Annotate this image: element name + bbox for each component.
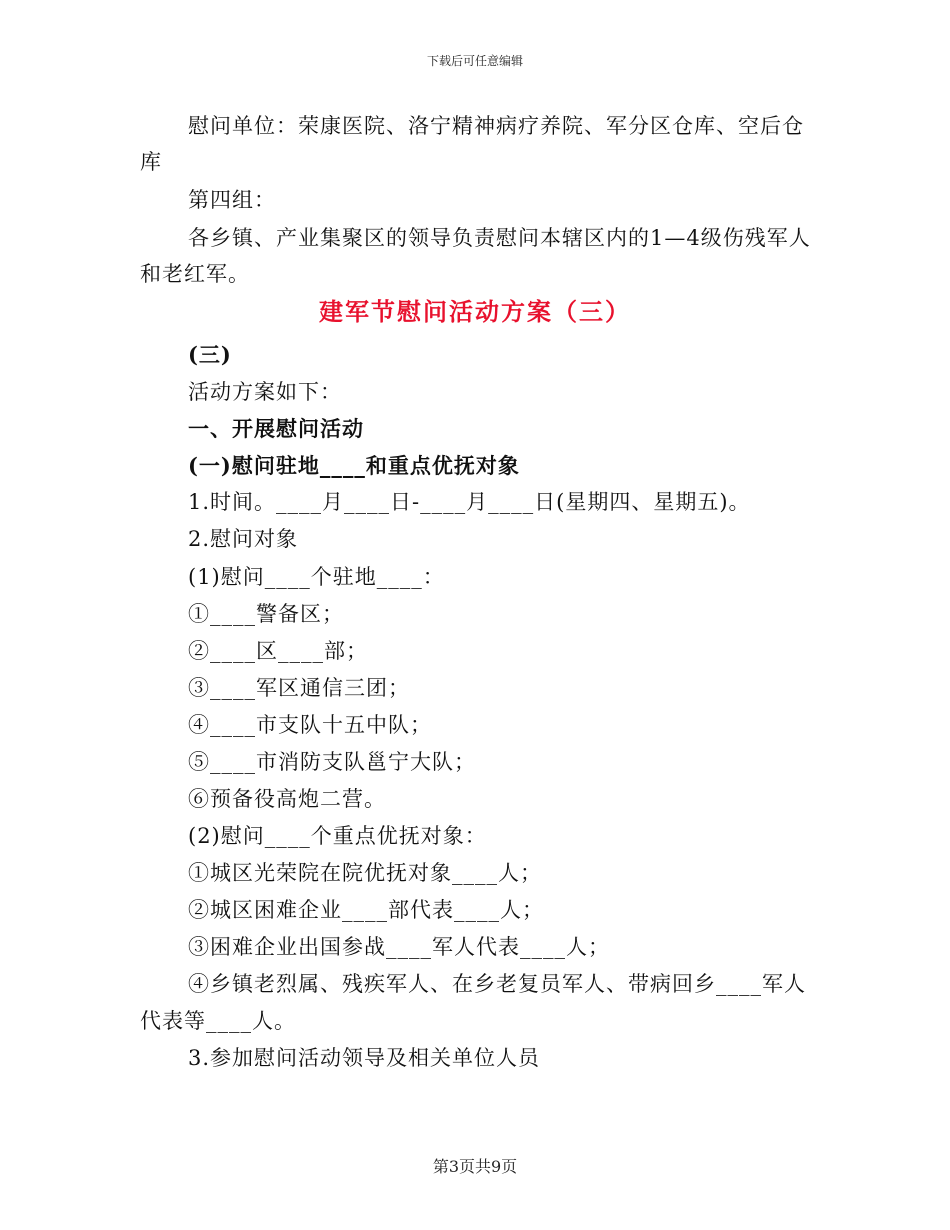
list-item: ⑤____市消防支队邕宁大队； xyxy=(188,750,476,774)
page-number: 第3页共9页 xyxy=(432,1157,518,1176)
section-heading: 一、开展慰问活动 xyxy=(188,416,364,441)
section-label: (三) xyxy=(188,342,232,367)
list-item: ①城区光荣院在院优抚对象____人； xyxy=(188,861,542,885)
list-item: ②____区____部； xyxy=(188,639,368,663)
page-header-note: 下载后可任意编辑 xyxy=(426,54,523,68)
document-title: 建军节慰问活动方案（三） xyxy=(319,297,631,326)
paragraph-line: 活动方案如下： xyxy=(188,380,342,404)
paragraph-line: 第四组： xyxy=(188,188,276,212)
list-item: ④乡镇老烈属、残疾军人、在乡老复员军人、带病回乡____军人 xyxy=(188,972,806,996)
list-item: (2)慰问____个重点优抚对象： xyxy=(188,824,487,848)
list-item: (1)慰问____个驻地____： xyxy=(188,565,445,589)
paragraph-line: 各乡镇、产业集聚区的领导负责慰问本辖区内的1—4级伤残军人 xyxy=(188,226,811,250)
paragraph-line: 和老红军。 xyxy=(140,262,250,286)
subsection-heading: (一)慰问驻地____和重点优抚对象 xyxy=(188,453,520,478)
list-item: 1.时间。____月____日-____月____日(星期四、星期五)。 xyxy=(188,490,751,514)
list-item-continuation: 代表等____人。 xyxy=(140,1009,296,1033)
list-item: ③____军区通信三团； xyxy=(188,676,410,700)
list-item: 2.慰问对象 xyxy=(188,527,299,551)
list-item: ①____警备区； xyxy=(188,602,344,626)
list-item: ④____市支队十五中队； xyxy=(188,713,432,737)
list-item: ③困难企业出国参战____军人代表____人； xyxy=(188,935,610,959)
paragraph-line: 慰问单位：荣康医院、洛宁精神病疗养院、军分区仓库、空后仓 xyxy=(188,114,804,138)
list-item: ⑥预备役高炮二营。 xyxy=(188,787,386,811)
list-item: ②城区困难企业____部代表____人； xyxy=(188,898,544,922)
list-item: 3.参加慰问活动领导及相关单位人员 xyxy=(188,1046,541,1070)
paragraph-line: 库 xyxy=(140,150,162,174)
